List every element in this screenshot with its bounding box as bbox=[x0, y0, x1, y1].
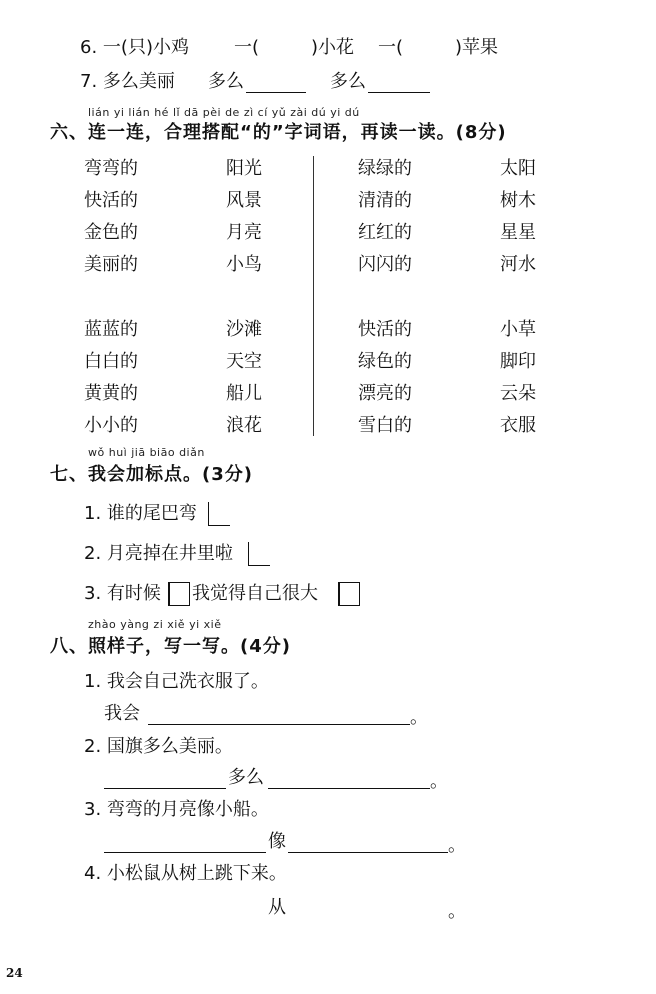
group4-left bbox=[358, 314, 412, 442]
item-number: 2. bbox=[84, 543, 102, 564]
word-item[interactable]: 树木 bbox=[500, 190, 536, 211]
section7-pinyin: wǒ huì jiā biāo diǎn bbox=[88, 446, 205, 459]
end-period: 。 bbox=[448, 835, 466, 856]
q6-a-pre: 一( bbox=[102, 37, 128, 58]
word-item[interactable]: 绿绿的 bbox=[358, 158, 412, 179]
s7-item-2 bbox=[84, 542, 233, 566]
word-item[interactable]: 快活的 bbox=[358, 319, 412, 340]
item-number: 1. bbox=[84, 503, 102, 524]
group3-left bbox=[84, 314, 138, 442]
item-number: 2. bbox=[84, 736, 102, 757]
item-text-a: 有时候 bbox=[106, 583, 161, 604]
q7-line bbox=[80, 70, 175, 94]
group3-right bbox=[226, 314, 262, 442]
q6-c-post: )苹果 bbox=[455, 37, 499, 58]
q7-w2: 多么 bbox=[330, 71, 366, 92]
answer-line[interactable] bbox=[104, 852, 266, 853]
q6-number: 6. bbox=[80, 37, 98, 58]
q6-a-fill: 只 bbox=[127, 37, 146, 58]
section7-title: 七、我会加标点。(3分) bbox=[50, 464, 253, 485]
example-sentence: 我会自己洗衣服了。 bbox=[106, 671, 269, 692]
item-number: 3. bbox=[84, 583, 102, 604]
word-item[interactable]: 清清的 bbox=[358, 190, 412, 211]
item-number: 1. bbox=[84, 671, 102, 692]
s7-item-3 bbox=[84, 582, 161, 606]
group1-right bbox=[226, 153, 262, 281]
word-item[interactable]: 天空 bbox=[226, 351, 262, 372]
word-item[interactable]: 金色的 bbox=[84, 222, 138, 243]
s8-mid-3: 像 bbox=[268, 831, 286, 852]
word-item[interactable]: 弯弯的 bbox=[84, 158, 138, 179]
word-item[interactable]: 漂亮的 bbox=[358, 383, 412, 404]
example-sentence: 弯弯的月亮像小船。 bbox=[106, 799, 269, 820]
q6-b-pre: 一( bbox=[234, 37, 260, 58]
item-text-b: 我觉得自己很大 bbox=[192, 583, 318, 604]
word-item[interactable]: 云朵 bbox=[500, 383, 536, 404]
q7-number: 7. bbox=[80, 71, 98, 92]
s7-item-1 bbox=[84, 502, 197, 526]
word-item[interactable]: 蓝蓝的 bbox=[84, 319, 138, 340]
word-item[interactable]: 太阳 bbox=[500, 158, 536, 179]
q6-b-post: )小花 bbox=[311, 37, 355, 58]
s8-mid-2: 多么 bbox=[228, 767, 264, 788]
q6-line bbox=[80, 36, 189, 60]
item-text: 月亮掉在井里啦 bbox=[106, 543, 233, 564]
s8-pre-1: 我会 bbox=[104, 703, 140, 724]
s8-example-1 bbox=[84, 670, 269, 694]
item-number: 4. bbox=[84, 863, 102, 884]
s8-example-2 bbox=[84, 735, 233, 759]
word-item[interactable]: 风景 bbox=[226, 190, 262, 211]
word-item[interactable]: 小草 bbox=[500, 319, 536, 340]
q6-c-pre: 一( bbox=[378, 37, 404, 58]
answer-line[interactable] bbox=[104, 788, 226, 789]
answer-line[interactable] bbox=[288, 852, 448, 853]
punctuation-box[interactable] bbox=[168, 582, 190, 606]
group4-right bbox=[500, 314, 536, 442]
q6-c bbox=[378, 36, 498, 60]
group2-left bbox=[358, 153, 412, 281]
word-item[interactable]: 月亮 bbox=[226, 222, 262, 243]
word-item[interactable]: 船儿 bbox=[226, 383, 262, 404]
section6-pinyin: lián yi lián hé lǐ dā pèi de zì cí yǔ zài dú yi dú bbox=[88, 106, 360, 119]
word-item[interactable]: 红红的 bbox=[358, 222, 412, 243]
word-item[interactable]: 脚印 bbox=[500, 351, 536, 372]
q7-example: 多么美丽 bbox=[102, 71, 175, 92]
column-divider bbox=[313, 156, 314, 436]
word-item[interactable]: 小小的 bbox=[84, 415, 138, 436]
word-item[interactable]: 白白的 bbox=[84, 351, 138, 372]
q6-b bbox=[234, 36, 354, 60]
answer-line[interactable] bbox=[148, 724, 410, 725]
word-item[interactable]: 美丽的 bbox=[84, 254, 138, 275]
word-item[interactable]: 小鸟 bbox=[226, 254, 262, 275]
s8-example-3 bbox=[84, 798, 269, 822]
punctuation-box[interactable] bbox=[208, 502, 230, 526]
group2-right bbox=[500, 153, 536, 281]
word-item[interactable]: 衣服 bbox=[500, 415, 536, 436]
page-number: 24 bbox=[6, 966, 23, 980]
word-item[interactable]: 沙滩 bbox=[226, 319, 262, 340]
example-sentence: 国旗多么美丽。 bbox=[106, 736, 233, 757]
s8-mid-4: 从 bbox=[268, 897, 286, 918]
word-item[interactable]: 闪闪的 bbox=[358, 254, 412, 275]
q7-blank-2[interactable] bbox=[368, 92, 430, 93]
answer-line[interactable] bbox=[268, 788, 430, 789]
punctuation-box[interactable] bbox=[248, 542, 270, 566]
end-period: 。 bbox=[410, 707, 428, 728]
end-period: 。 bbox=[448, 901, 466, 922]
item-number: 3. bbox=[84, 799, 102, 820]
word-item[interactable]: 河水 bbox=[500, 254, 536, 275]
group1-left bbox=[84, 153, 138, 281]
word-item[interactable]: 快活的 bbox=[84, 190, 138, 211]
item-text: 谁的尾巴弯 bbox=[106, 503, 197, 524]
word-item[interactable]: 星星 bbox=[500, 222, 536, 243]
section8-pinyin: zhào yàng zi xiě yi xiě bbox=[88, 618, 222, 631]
s8-example-4 bbox=[84, 862, 287, 886]
section8-title: 八、照样子，写一写。(4分) bbox=[50, 636, 291, 657]
word-item[interactable]: 雪白的 bbox=[358, 415, 412, 436]
q6-a-post: )小鸡 bbox=[145, 37, 189, 58]
word-item[interactable]: 黄黄的 bbox=[84, 383, 138, 404]
q7-w1: 多么 bbox=[208, 71, 244, 92]
word-item[interactable]: 浪花 bbox=[226, 415, 262, 436]
word-item[interactable]: 绿色的 bbox=[358, 351, 412, 372]
word-item[interactable]: 阳光 bbox=[226, 158, 262, 179]
q7-blank-1[interactable] bbox=[246, 92, 306, 93]
example-sentence: 小松鼠从树上跳下来。 bbox=[106, 863, 287, 884]
section6-title: 六、连一连，合理搭配“的”字词语，再读一读。(8分) bbox=[50, 122, 507, 143]
end-period: 。 bbox=[430, 771, 448, 792]
punctuation-box[interactable] bbox=[338, 582, 360, 606]
